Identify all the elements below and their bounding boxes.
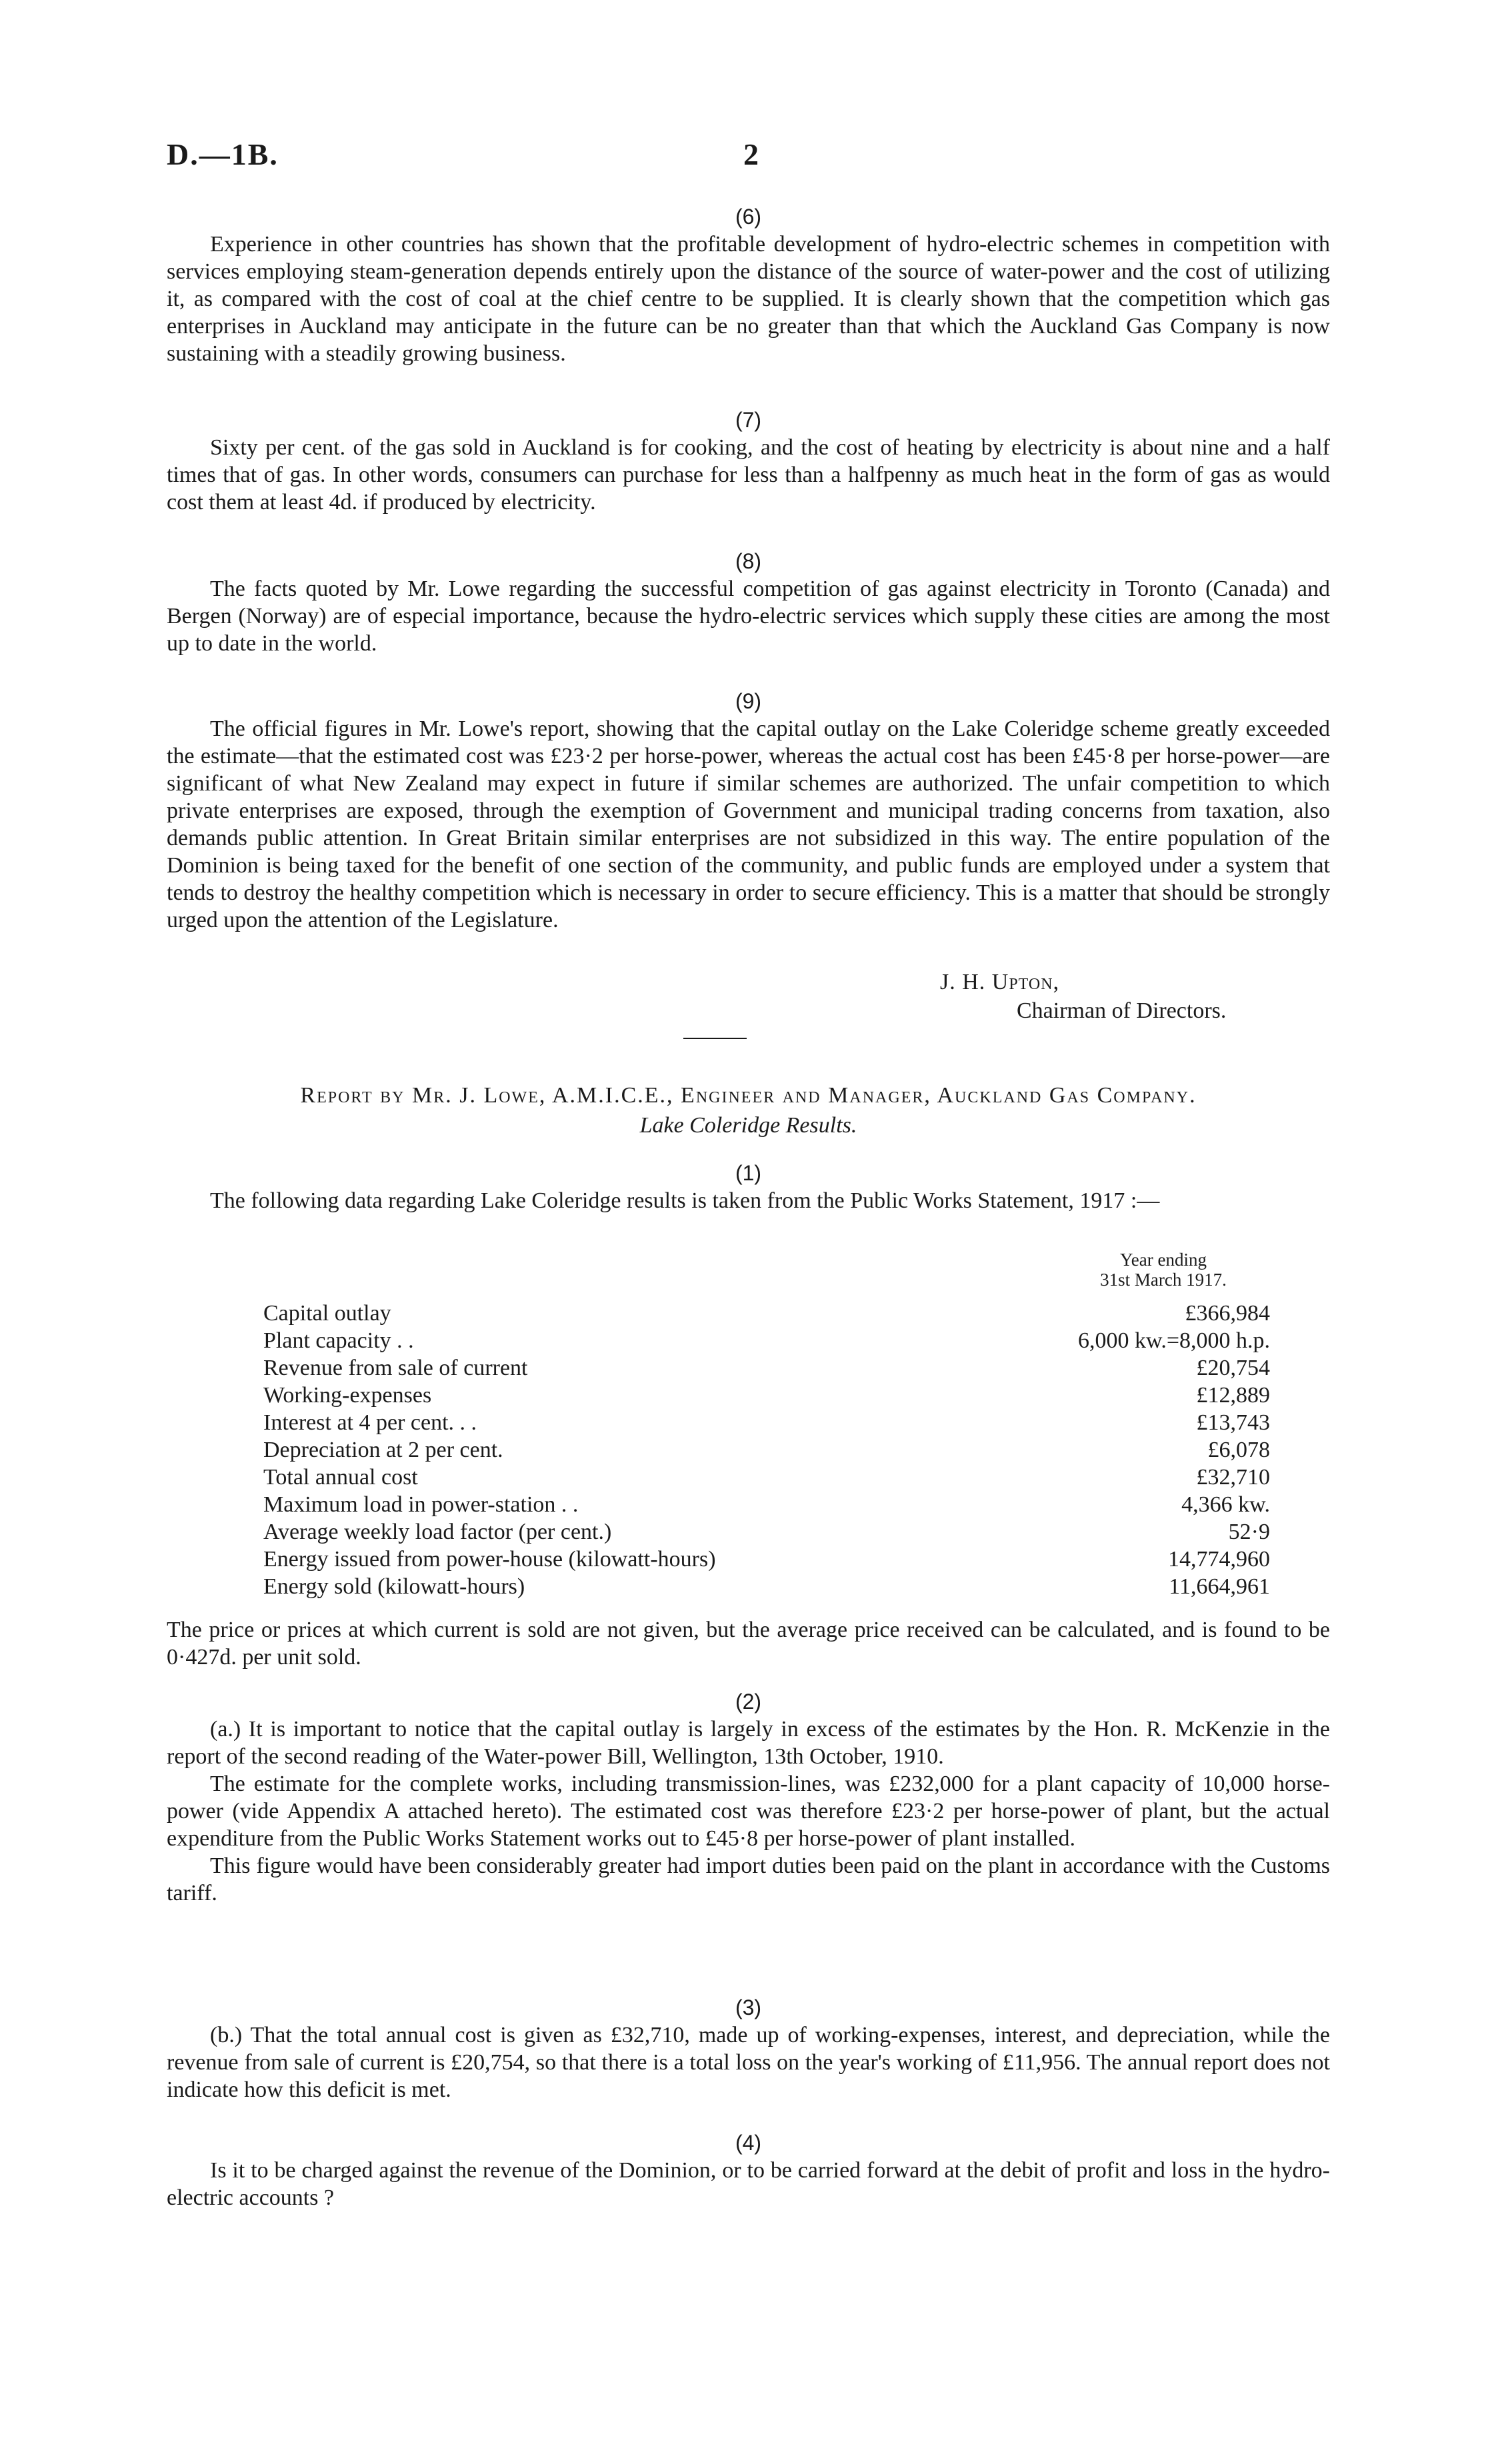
section-paragraph: Is it to be charged against the revenue of the Dominion, or to be carried forward at the debit of profit and loss in the hydro-electric accounts ? [167, 2158, 1330, 2210]
row-value: £13,743 [1196, 1410, 1270, 1435]
table-row [263, 1409, 1270, 1436]
section-6 [167, 203, 1330, 367]
row-label: Energy sold (kilowatt-hours) [263, 1574, 525, 1599]
row-label: Depreciation at 2 per cent. [263, 1438, 503, 1462]
section-paragraph: This figure would have been considerably greater had import duties been paid on the plant in accordance with the Customs tariff. [167, 1853, 1330, 1905]
report-part-3 [167, 1994, 1330, 2103]
row-value: £12,889 [1196, 1383, 1270, 1408]
report-title: Report by Mr. J. Lowe, A.M.I.C.E., Engineer and Manager, Auckland Gas Company. [300, 1083, 1197, 1108]
section-divider [683, 1038, 747, 1039]
section-heading: (9) [735, 689, 762, 713]
section-paragraph: (a.) It is important to notice that the capital outlay is largely in excess of the estimates by the Hon. R. McKenzie in the report of the second reading of the Water-power Bill, Wellington, 13th October, 1910. [167, 1717, 1330, 1769]
section-9 [167, 688, 1330, 934]
section-heading: (2) [735, 1690, 762, 1714]
signature-title: Chairman of Directors. [1017, 998, 1227, 1023]
table-row [263, 1491, 1270, 1518]
section-paragraph: (b.) That the total annual cost is given as £32,710, made up of working-expenses, interest, and depreciation, while the revenue from sale of current is £20,754, so that there is a total loss on the year's working of £11,956. The annual report does not indicate how this deficit is met. [167, 2023, 1330, 2102]
row-value: 6,000 kw.=8,000 h.p. [1077, 1328, 1270, 1353]
row-label: Capital outlay [263, 1301, 391, 1326]
section-7 [167, 407, 1330, 516]
section-heading: (6) [735, 205, 762, 229]
row-label: Maximum load in power-station . . [263, 1492, 579, 1517]
row-label: Average weekly load factor (per cent.) [263, 1520, 612, 1544]
row-value: 4,366 kw. [1181, 1492, 1270, 1517]
row-value: 14,774,960 [1168, 1547, 1270, 1572]
column-header-line: 31st March 1917. [1100, 1270, 1227, 1290]
section-paragraph: Experience in other countries has shown that the profitable development of hydro-electric schemes in competition with services employing steam-generation depends entirely upon the distance of the source of water-power and the cost of utilizing it, as compared with the cost of coal at the chief centre to be supplied. It is clearly shown that the competition which gas enterprises in Auckland may anticipate in the future can be no greater than that which the Auckland Gas Company is now sustaining with a steadily growing business. [167, 232, 1330, 366]
section-heading: (7) [735, 408, 762, 432]
row-value: 11,664,961 [1169, 1574, 1270, 1599]
page-header [167, 137, 1333, 183]
document-reference: D.—1B. [167, 137, 279, 171]
results-table [263, 1300, 1270, 1600]
table-column-header [1080, 1250, 1247, 1290]
table-row [263, 1573, 1270, 1600]
table-row [263, 1436, 1270, 1464]
table-row [263, 1300, 1270, 1327]
section-heading: (1) [735, 1161, 762, 1185]
column-header-line: Year ending [1120, 1250, 1207, 1270]
row-label: Energy issued from power-house (kilowatt-hours) [263, 1547, 716, 1572]
table-row [263, 1546, 1270, 1573]
section-paragraph: The official figures in Mr. Lowe's report, showing that the capital outlay on the Lake Coleridge scheme greatly exceeded the estimate—that the estimated cost was £23·2 per horse-power, whereas the actual cost has been £45·8 per horse-power—are significant of what New Zealand may expect in future if similar schemes are authorized. The unfair competition to which private enterprises are exposed, through the exemption of Government and municipal trading concerns from taxation, also demands public attention. In Great Britain similar enterprises are not subsidized in this way. The entire population of the Dominion is being taxed for the benefit of one section of the community, and public funds are employed under a system that tends to destroy the healthy competition which is necessary in order to secure efficiency. This is a matter that should be strongly urged upon the attention of the Legislature. [167, 716, 1330, 932]
row-value: £20,754 [1196, 1356, 1270, 1380]
row-value: £366,984 [1185, 1301, 1270, 1326]
table-row [263, 1327, 1270, 1354]
report-subtitle: Lake Coleridge Results. [639, 1113, 857, 1138]
section-paragraph: Sixty per cent. of the gas sold in Auckland is for cooking, and the cost of heating by electricity is about nine and a half times that of gas. In other words, consumers can purchase for less than a halfpenny as much heat in the form of gas as would cost them at least 4d. if produced by electricity. [167, 435, 1330, 515]
row-label: Total annual cost [263, 1465, 418, 1490]
report-part-2 [167, 1688, 1330, 1907]
section-paragraph: The price or prices at which current is sold are not given, but the average price received can be calculated, and is found to be 0·427d. per unit sold. [167, 1618, 1330, 1670]
section-heading: (3) [735, 1995, 762, 2019]
row-label: Revenue from sale of current [263, 1356, 528, 1380]
section-heading: (4) [735, 2131, 762, 2155]
table-row [263, 1464, 1270, 1491]
row-label: Working-expenses [263, 1383, 432, 1408]
section-paragraph: The facts quoted by Mr. Lowe regarding the successful competition of gas against electricity in Toronto (Canada) and Bergen (Norway) are of especial importance, because the hydro-electric services which supply these cities are among the most up to date in the world. [167, 577, 1330, 656]
row-label: Interest at 4 per cent. . . [263, 1410, 477, 1435]
row-label: Plant capacity . . [263, 1328, 414, 1353]
section-8 [167, 548, 1330, 657]
row-value: 52·9 [1228, 1520, 1270, 1544]
table-row [263, 1382, 1270, 1409]
signature-name: J. H. Upton, [940, 970, 1060, 994]
row-value: £6,078 [1207, 1438, 1270, 1462]
report-part-1-intro [167, 1160, 1330, 1214]
report-part-1-after [167, 1616, 1330, 1671]
page-number: 2 [743, 137, 759, 171]
section-paragraph: The estimate for the complete works, including transmission-lines, was £232,000 for a plant capacity of 10,000 horse-power (vide Appendix A attached hereto). The estimated cost was therefore £23·2 per horse-power of plant, but the actual expenditure from the Public Works Statement works out to £45·8 per horse-power of plant installed. [167, 1772, 1330, 1851]
section-paragraph: The following data regarding Lake Coleridge results is taken from the Public Works Statement, 1917 :— [210, 1188, 1160, 1213]
report-part-4 [167, 2129, 1330, 2211]
row-value: £32,710 [1196, 1465, 1270, 1490]
table-row [263, 1354, 1270, 1382]
section-heading: (8) [735, 549, 762, 573]
table-row [263, 1518, 1270, 1546]
